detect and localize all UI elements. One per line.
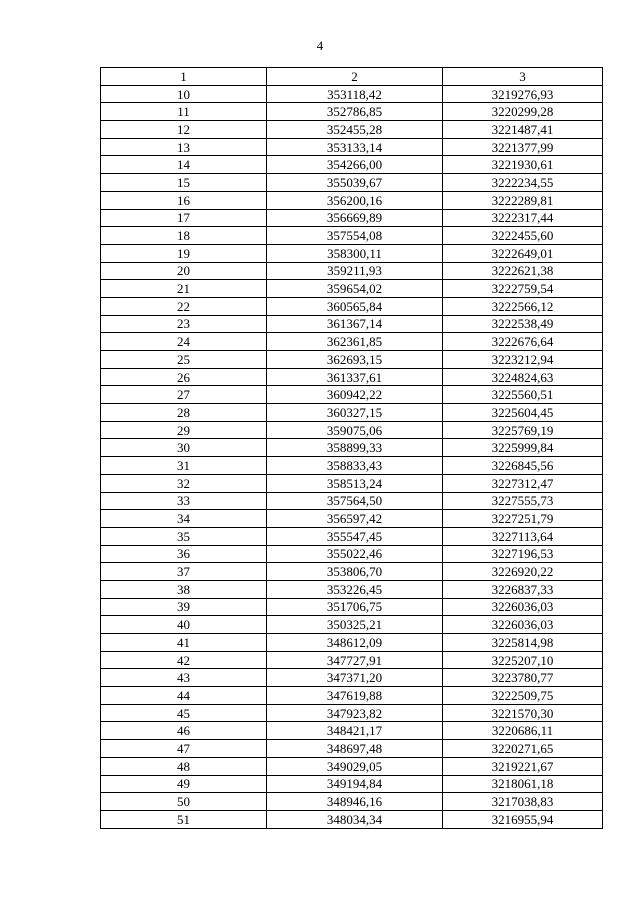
y-coordinate-cell: 3222621,38 <box>443 262 603 280</box>
y-coordinate-cell: 3220299,28 <box>443 103 603 121</box>
point-number-cell: 10 <box>101 85 267 103</box>
x-coordinate-cell: 358833,43 <box>267 457 443 475</box>
x-coordinate-cell: 349029,05 <box>267 757 443 775</box>
y-coordinate-cell: 3223780,77 <box>443 669 603 687</box>
table-row <box>101 563 603 581</box>
x-coordinate-cell: 358513,24 <box>267 474 443 492</box>
point-number-cell: 19 <box>101 244 267 262</box>
x-coordinate-cell: 359211,93 <box>267 262 443 280</box>
table-row <box>101 103 603 121</box>
y-coordinate-cell: 3222455,60 <box>443 227 603 245</box>
table-row <box>101 722 603 740</box>
y-coordinate-cell: 3227196,53 <box>443 545 603 563</box>
table-row <box>101 333 603 351</box>
point-number-cell: 33 <box>101 492 267 510</box>
table-row <box>101 297 603 315</box>
y-coordinate-cell: 3222649,01 <box>443 244 603 262</box>
x-coordinate-cell: 357564,50 <box>267 492 443 510</box>
coordinates-table <box>100 67 603 829</box>
table-row <box>101 121 603 139</box>
point-number-cell: 16 <box>101 191 267 209</box>
y-coordinate-cell: 3222234,55 <box>443 174 603 192</box>
y-coordinate-cell: 3225769,19 <box>443 421 603 439</box>
table-row <box>101 156 603 174</box>
x-coordinate-cell: 358300,11 <box>267 244 443 262</box>
x-coordinate-cell: 362361,85 <box>267 333 443 351</box>
x-coordinate-cell: 355547,45 <box>267 527 443 545</box>
y-coordinate-cell: 3221487,41 <box>443 121 603 139</box>
y-coordinate-cell: 3226837,33 <box>443 580 603 598</box>
x-coordinate-cell: 347371,20 <box>267 669 443 687</box>
table-row <box>101 810 603 828</box>
x-coordinate-cell: 362693,15 <box>267 351 443 369</box>
x-coordinate-cell: 348946,16 <box>267 793 443 811</box>
table-row <box>101 280 603 298</box>
x-coordinate-cell: 359075,06 <box>267 421 443 439</box>
x-coordinate-cell: 360327,15 <box>267 404 443 422</box>
table-row <box>101 457 603 475</box>
x-coordinate-cell: 352455,28 <box>267 121 443 139</box>
table-row <box>101 404 603 422</box>
x-coordinate-cell: 356669,89 <box>267 209 443 227</box>
y-coordinate-cell: 3220686,11 <box>443 722 603 740</box>
y-coordinate-cell: 3226036,03 <box>443 598 603 616</box>
x-coordinate-cell: 353806,70 <box>267 563 443 581</box>
table-row <box>101 138 603 156</box>
point-number-cell: 20 <box>101 262 267 280</box>
x-coordinate-cell: 361367,14 <box>267 315 443 333</box>
point-number-cell: 47 <box>101 740 267 758</box>
y-coordinate-cell: 3222566,12 <box>443 297 603 315</box>
table-row <box>101 351 603 369</box>
table-row <box>101 510 603 528</box>
y-coordinate-cell: 3221570,30 <box>443 704 603 722</box>
table-row <box>101 315 603 333</box>
x-coordinate-cell: 348697,48 <box>267 740 443 758</box>
y-coordinate-cell: 3219221,67 <box>443 757 603 775</box>
x-coordinate-cell: 356200,16 <box>267 191 443 209</box>
point-number-cell: 26 <box>101 368 267 386</box>
table-row <box>101 368 603 386</box>
table-row <box>101 704 603 722</box>
table-row <box>101 439 603 457</box>
table-row <box>101 598 603 616</box>
x-coordinate-cell: 353118,42 <box>267 85 443 103</box>
x-coordinate-cell: 355039,67 <box>267 174 443 192</box>
point-number-cell: 32 <box>101 474 267 492</box>
point-number-cell: 40 <box>101 616 267 634</box>
table-row <box>101 474 603 492</box>
x-coordinate-cell: 347727,91 <box>267 651 443 669</box>
x-coordinate-cell: 348034,34 <box>267 810 443 828</box>
table-row <box>101 616 603 634</box>
point-number-cell: 41 <box>101 634 267 652</box>
table-row <box>101 687 603 705</box>
table-row <box>101 421 603 439</box>
x-coordinate-cell: 350325,21 <box>267 616 443 634</box>
x-coordinate-cell: 361337,61 <box>267 368 443 386</box>
point-number-cell: 13 <box>101 138 267 156</box>
point-number-cell: 23 <box>101 315 267 333</box>
coordinates-table-body <box>101 68 603 829</box>
y-coordinate-cell: 3227555,73 <box>443 492 603 510</box>
y-coordinate-cell: 3222289,81 <box>443 191 603 209</box>
column-header-number: 1 <box>101 68 267 86</box>
x-coordinate-cell: 347619,88 <box>267 687 443 705</box>
y-coordinate-cell: 3227113,64 <box>443 527 603 545</box>
point-number-cell: 37 <box>101 563 267 581</box>
column-header-x: 2 <box>267 68 443 86</box>
y-coordinate-cell: 3222759,54 <box>443 280 603 298</box>
y-coordinate-cell: 3221377,99 <box>443 138 603 156</box>
point-number-cell: 29 <box>101 421 267 439</box>
x-coordinate-cell: 353226,45 <box>267 580 443 598</box>
point-number-cell: 43 <box>101 669 267 687</box>
y-coordinate-cell: 3224824,63 <box>443 368 603 386</box>
point-number-cell: 17 <box>101 209 267 227</box>
point-number-cell: 24 <box>101 333 267 351</box>
y-coordinate-cell: 3217038,83 <box>443 793 603 811</box>
table-header-row <box>101 68 603 86</box>
x-coordinate-cell: 354266,00 <box>267 156 443 174</box>
x-coordinate-cell: 348612,09 <box>267 634 443 652</box>
point-number-cell: 44 <box>101 687 267 705</box>
table-row <box>101 527 603 545</box>
point-number-cell: 50 <box>101 793 267 811</box>
point-number-cell: 34 <box>101 510 267 528</box>
x-coordinate-cell: 358899,33 <box>267 439 443 457</box>
y-coordinate-cell: 3225560,51 <box>443 386 603 404</box>
table-row <box>101 580 603 598</box>
x-coordinate-cell: 359654,02 <box>267 280 443 298</box>
table-row <box>101 634 603 652</box>
table-row <box>101 775 603 793</box>
y-coordinate-cell: 3223212,94 <box>443 351 603 369</box>
table-row <box>101 545 603 563</box>
y-coordinate-cell: 3222317,44 <box>443 209 603 227</box>
table-row <box>101 492 603 510</box>
x-coordinate-cell: 357554,08 <box>267 227 443 245</box>
y-coordinate-cell: 3219276,93 <box>443 85 603 103</box>
table-row <box>101 651 603 669</box>
y-coordinate-cell: 3222509,75 <box>443 687 603 705</box>
y-coordinate-cell: 3218061,18 <box>443 775 603 793</box>
table-row <box>101 669 603 687</box>
x-coordinate-cell: 360565,84 <box>267 297 443 315</box>
x-coordinate-cell: 349194,84 <box>267 775 443 793</box>
table-row <box>101 191 603 209</box>
point-number-cell: 21 <box>101 280 267 298</box>
point-number-cell: 35 <box>101 527 267 545</box>
y-coordinate-cell: 3226036,03 <box>443 616 603 634</box>
x-coordinate-cell: 360942,22 <box>267 386 443 404</box>
table-row <box>101 209 603 227</box>
x-coordinate-cell: 355022,46 <box>267 545 443 563</box>
column-header-y: 3 <box>443 68 603 86</box>
table-row <box>101 174 603 192</box>
table-row <box>101 793 603 811</box>
point-number-cell: 27 <box>101 386 267 404</box>
point-number-cell: 14 <box>101 156 267 174</box>
point-number-cell: 48 <box>101 757 267 775</box>
x-coordinate-cell: 356597,42 <box>267 510 443 528</box>
x-coordinate-cell: 353133,14 <box>267 138 443 156</box>
y-coordinate-cell: 3220271,65 <box>443 740 603 758</box>
y-coordinate-cell: 3226845,56 <box>443 457 603 475</box>
y-coordinate-cell: 3225207,10 <box>443 651 603 669</box>
y-coordinate-cell: 3227312,47 <box>443 474 603 492</box>
y-coordinate-cell: 3225604,45 <box>443 404 603 422</box>
point-number-cell: 15 <box>101 174 267 192</box>
page-number: 4 <box>316 38 324 53</box>
point-number-cell: 31 <box>101 457 267 475</box>
y-coordinate-cell: 3222538,49 <box>443 315 603 333</box>
y-coordinate-cell: 3225814,98 <box>443 634 603 652</box>
y-coordinate-cell: 3226920,22 <box>443 563 603 581</box>
point-number-cell: 49 <box>101 775 267 793</box>
table-row <box>101 386 603 404</box>
y-coordinate-cell: 3227251,79 <box>443 510 603 528</box>
table-row <box>101 757 603 775</box>
point-number-cell: 36 <box>101 545 267 563</box>
table-row <box>101 227 603 245</box>
x-coordinate-cell: 351706,75 <box>267 598 443 616</box>
point-number-cell: 11 <box>101 103 267 121</box>
point-number-cell: 45 <box>101 704 267 722</box>
table-row <box>101 244 603 262</box>
y-coordinate-cell: 3221930,61 <box>443 156 603 174</box>
point-number-cell: 22 <box>101 297 267 315</box>
point-number-cell: 12 <box>101 121 267 139</box>
x-coordinate-cell: 347923,82 <box>267 704 443 722</box>
point-number-cell: 39 <box>101 598 267 616</box>
point-number-cell: 46 <box>101 722 267 740</box>
point-number-cell: 38 <box>101 580 267 598</box>
table-row <box>101 262 603 280</box>
x-coordinate-cell: 348421,17 <box>267 722 443 740</box>
y-coordinate-cell: 3222676,64 <box>443 333 603 351</box>
point-number-cell: 28 <box>101 404 267 422</box>
point-number-cell: 25 <box>101 351 267 369</box>
table-row <box>101 740 603 758</box>
y-coordinate-cell: 3225999,84 <box>443 439 603 457</box>
x-coordinate-cell: 352786,85 <box>267 103 443 121</box>
point-number-cell: 42 <box>101 651 267 669</box>
point-number-cell: 30 <box>101 439 267 457</box>
point-number-cell: 18 <box>101 227 267 245</box>
table-row <box>101 85 603 103</box>
point-number-cell: 51 <box>101 810 267 828</box>
y-coordinate-cell: 3216955,94 <box>443 810 603 828</box>
